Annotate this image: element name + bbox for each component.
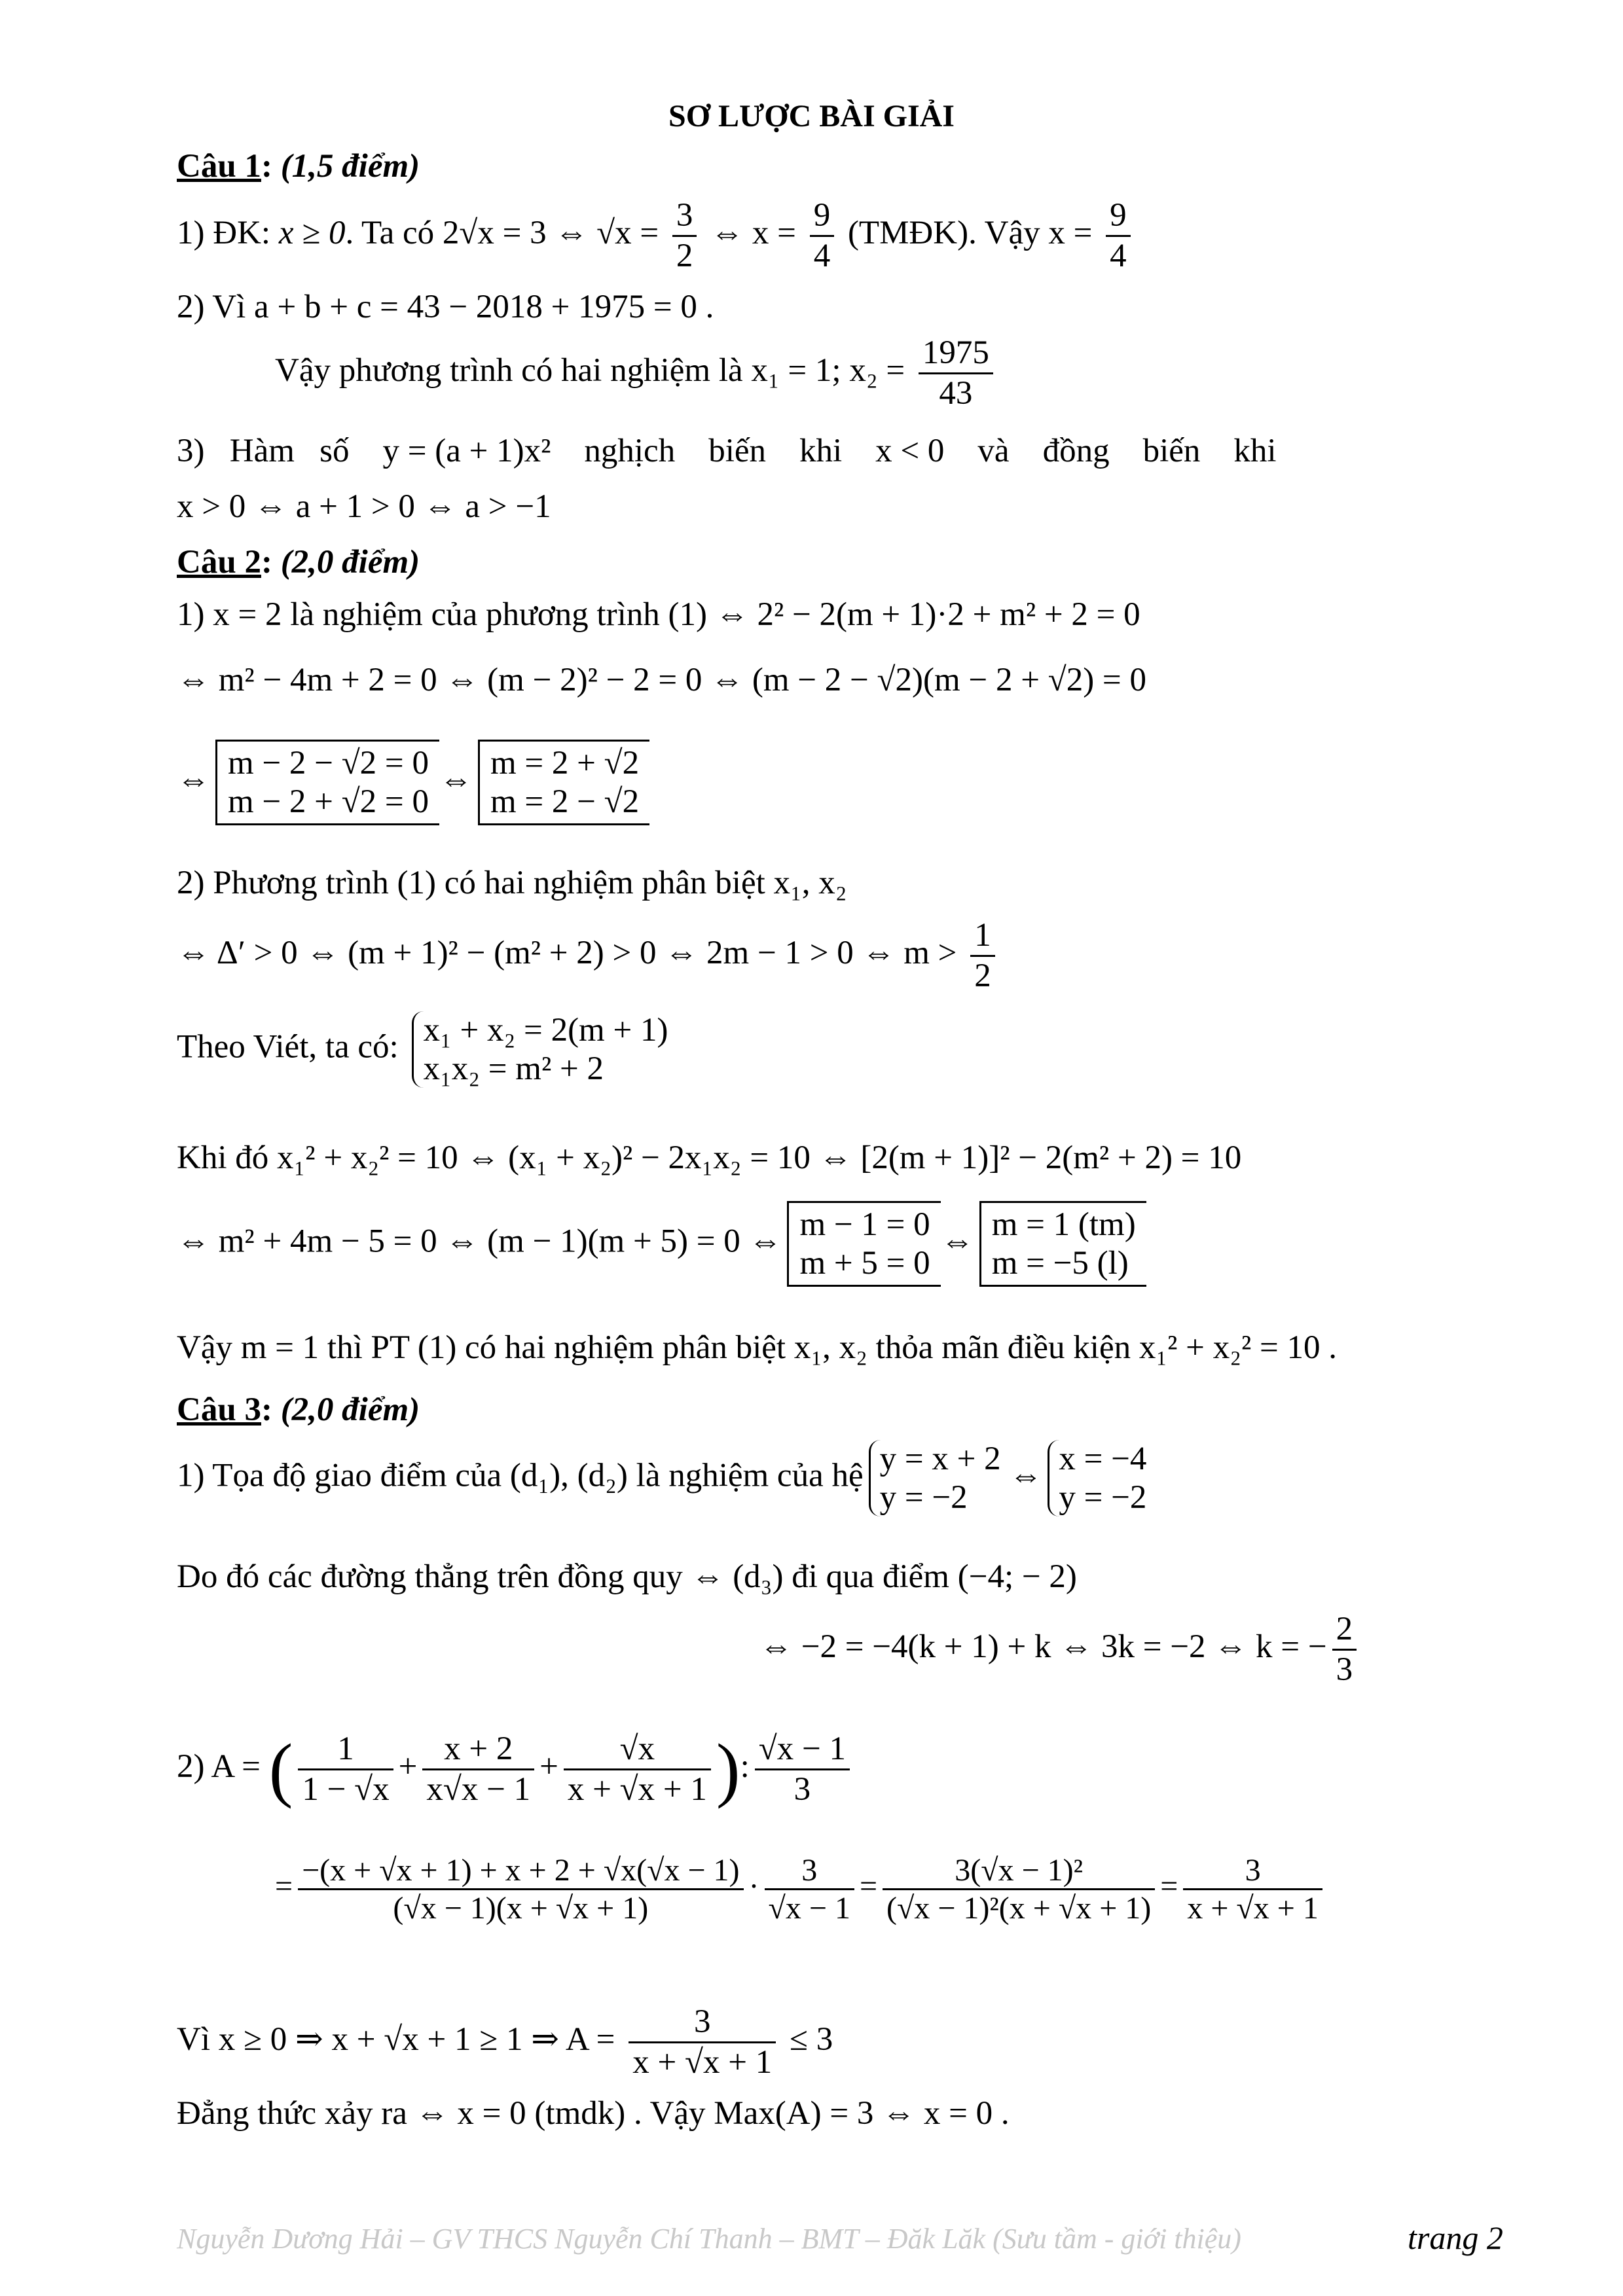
q1-l1-text-e: (TMĐK). Vậy x = [839, 214, 1101, 251]
q3-l5-frac-4 [1183, 1852, 1322, 1926]
q1-line-2: 2) Vì a + b + c = 43 − 2018 + 1975 = 0 . [177, 289, 714, 325]
q1-line-5: x > 0 ⇔ a + 1 > 0 ⇔ a > −1 [177, 488, 551, 525]
q2-l8-equiv: ⇔ [940, 1223, 974, 1260]
q3-l5-f3-num: 3(√x − 1)² [883, 1852, 1155, 1890]
question-1-label: Câu 1 [177, 148, 261, 185]
q1-l1-text-c: . Ta có 2√x = 3 ⇔ √x = [345, 214, 667, 251]
q3-l5-f2-num: 3 [765, 1852, 854, 1890]
q1-frac2-den: 4 [813, 237, 831, 274]
q1-l3-frac-den: 43 [939, 374, 973, 412]
q3-line-2: Do đó các đường thẳng trên đồng quy ⇔ (d₃) đi qua điểm (−4; − 2) [177, 1558, 1077, 1595]
page-title: SƠ LƯỢC BÀI GIẢI [668, 99, 955, 134]
q3-l5-f1-den: (√x − 1)(x + √x + 1) [393, 1891, 649, 1926]
q2-line-8 [177, 1201, 1146, 1287]
q2-l8-b1-row2: m + 5 = 0 [799, 1244, 930, 1282]
q2-line-3 [177, 740, 649, 825]
q3-sys1-row2: y = −2 [879, 1479, 968, 1516]
q1-l3-frac-num: 1975 [919, 334, 993, 374]
footer-credit: Nguyễn Dương Hải – GV THCS Nguyễn Chí Thanh – BMT – Đăk Lăk (Sưu tầm - giới thiệu) [177, 2223, 1241, 2255]
q1-frac1-num: 3 [672, 196, 697, 237]
q3-l3-frac-num: 2 [1332, 1610, 1357, 1651]
q3-l5-frac-3 [883, 1852, 1155, 1926]
question-2-points: (2,0 điểm) [280, 544, 420, 581]
q1-line-3 [275, 334, 998, 412]
q3-l5-f4-num: 3 [1183, 1852, 1322, 1890]
q3-l5-f3-den: (√x − 1)²(x + √x + 1) [886, 1891, 1152, 1926]
q2-l8-b1-row1: m − 1 = 0 [799, 1206, 930, 1243]
q2-line-4: 2) Phương trình (1) có hai nghiệm phân biệt x₁, x₂ [177, 865, 847, 901]
q1-line-1 [177, 196, 1136, 275]
q2-line-9: Vậy m = 1 thì PT (1) có hai nghiệm phân biệt x₁, x₂ thỏa mãn điều kiện x₁² + x₂² = 10 . [177, 1329, 1338, 1366]
q2-l6-text: Theo Viét, ta có: [177, 1028, 407, 1066]
q3-l6-frac [629, 2003, 776, 2081]
page-number: trang 2 [1408, 2219, 1503, 2256]
question-1-points: (1,5 điểm) [280, 148, 420, 185]
q2-l3-bracket-1 [215, 740, 439, 825]
question-3-points: (2,0 điểm) [280, 1391, 420, 1428]
question-3-label: Câu 3 [177, 1391, 261, 1428]
q3-l1-text: 1) Tọa độ giao điểm của (d₁), (d₂) là nghiệm của hệ [177, 1457, 864, 1494]
q1-line-4: 3) Hàm số y = (a + 1)x² nghịch biến khi x < 0 và đồng biến khi [177, 433, 1277, 469]
q1-frac-3-2 [672, 196, 697, 275]
q3-line-4: 2) A = ( $\frac{1}{1 - √x}$ + $\frac{x + 2}{x√x - 1}$ + $\frac{√x}{x + √x + 1}$ ): $\frac{√x - 1}{3}$ [177, 1728, 855, 1811]
q1-l1-text-d: ⇔ x = [702, 214, 805, 251]
q3-l3-frac-den: 3 [1336, 1651, 1353, 1688]
q3-l5-f1-num: −(x + √x + 1) + x + 2 + √x(√x − 1) [298, 1852, 743, 1890]
q2-line-5 [177, 916, 1000, 995]
q2-frac-1-2 [970, 916, 995, 995]
q3-l6-frac-num: 3 [629, 2003, 776, 2043]
q3-l5-f2-den: √x − 1 [768, 1891, 850, 1926]
q1-frac3-num: 9 [1106, 196, 1131, 237]
q2-viet-system [412, 1011, 668, 1088]
q3-l4-f4-den: 3 [793, 1770, 811, 1808]
q3-system-1 [869, 1440, 1001, 1516]
q2-l8-b2-row2: m = −5 (l) [991, 1244, 1129, 1282]
q3-l5-frac-2 [765, 1852, 854, 1926]
q3-l4-f3-num: √x [564, 1730, 711, 1770]
q2-l3-b1-row2: m − 2 + √2 = 0 [228, 783, 429, 820]
q2-l3-b1-row1: m − 2 − √2 = 0 [228, 745, 429, 781]
q2-line-6 [177, 1011, 668, 1088]
q2-line-2: ⇔ m² − 4m + 2 = 0 ⇔ (m − 2)² − 2 = 0 ⇔ (m − 2 − √2)(m − 2 + √2) = 0 [177, 662, 1146, 698]
q2-l3-equiv-1: ⇔ [177, 761, 210, 798]
q1-l1-text-b: x ≥ 0 [278, 214, 346, 251]
q3-line-5: = $\frac{-(x + √x + 1) + x + 2 + √x(√x - 1)}{(√x - 1)(x + √x + 1)}$ · $\frac{3}{√x - 1}$ = $\frac{\text{3(√x − 1)²}}{\text{(√x − 1)²(x + √x + 1)}}$ = $\frac{3}{x + √x + 1}$ [275, 1852, 1328, 1926]
q2-viet-row2: x₁x₂ = m² + 2 [423, 1050, 604, 1087]
q2-l8-bracket-2 [979, 1201, 1146, 1287]
q3-l4-text: 2) A = [177, 1748, 269, 1785]
q3-line-1 [177, 1440, 1146, 1516]
q2-l3-b2-row1: m = 2 + √2 [490, 745, 640, 781]
q3-l4-f2-num: x + 2 [422, 1730, 534, 1770]
q3-line-7: Đẳng thức xảy ra ⇔ x = 0 (tmdk) . Vậy Max(A) = 3 ⇔ x = 0 . [177, 2095, 1010, 2132]
q3-l4-close-paren: ) [716, 1729, 740, 1809]
q3-sys2-row1: x = −4 [1059, 1441, 1147, 1477]
q2-l5-frac-num: 1 [970, 916, 995, 957]
q3-l4-frac-1 [298, 1730, 393, 1808]
q1-frac-9-4-b [1106, 196, 1131, 275]
q2-l8-text: ⇔ m² + 4m − 5 = 0 ⇔ (m − 1)(m + 5) = 0 ⇔ [177, 1223, 782, 1260]
q1-frac3-den: 4 [1110, 237, 1127, 274]
q2-l3-bracket-2 [478, 740, 649, 825]
q3-l4-f3-den: x + √x + 1 [567, 1770, 707, 1808]
q3-l4-open-paren: ( [268, 1729, 293, 1809]
q1-l1-text-a: 1) ĐK: [177, 214, 279, 251]
q3-sys2-row2: y = −2 [1059, 1479, 1147, 1516]
q1-frac-9-4-a [810, 196, 835, 275]
q3-l4-frac-3 [564, 1730, 711, 1808]
q1-frac2-num: 9 [810, 196, 835, 237]
q1-l3-text: Vậy phương trình có hai nghiệm là x₁ = 1; x₂ = [275, 351, 913, 389]
q3-l4-f4-num: √x − 1 [755, 1730, 850, 1770]
q3-l6-text-a: Vì x ≥ 0 ⇒ x + √x + 1 ≥ 1 ⇒ A = [177, 2020, 624, 2058]
q3-system-2 [1048, 1440, 1146, 1516]
q2-l8-b2-row1: m = 1 (tm) [991, 1206, 1136, 1243]
q3-l4-frac-2 [422, 1730, 534, 1808]
q3-line-6 [177, 2003, 833, 2081]
q3-l1-equiv: ⇔ [1009, 1457, 1043, 1494]
q3-l3-text: ⇔ −2 = −4(k + 1) + k ⇔ 3k = −2 ⇔ k = − [759, 1628, 1327, 1665]
q2-l3-b2-row2: m = 2 − √2 [490, 783, 640, 820]
q3-line-3 [759, 1610, 1362, 1689]
question-3-heading: Câu 3: (2,0 điểm) [177, 1391, 420, 1428]
q2-l5-text: ⇔ Δ′ > 0 ⇔ (m + 1)² − (m² + 2) > 0 ⇔ 2m − 1 > 0 ⇔ m > [177, 934, 966, 971]
q3-l4-f2-den: x√x − 1 [426, 1770, 531, 1808]
q3-l4-frac-4 [755, 1730, 850, 1808]
q2-l3-equiv-2: ⇔ [439, 761, 473, 798]
question-2-label: Câu 2 [177, 544, 261, 581]
question-1-heading: Câu 1: (1,5 điểm) [177, 148, 420, 185]
question-2-heading: Câu 2: (2,0 điểm) [177, 544, 420, 581]
q3-l6-frac-den: x + √x + 1 [632, 2043, 773, 2081]
q3-frac-2-3 [1332, 1610, 1357, 1689]
q3-l5-f4-den: x + √x + 1 [1187, 1891, 1319, 1926]
q2-line-1: 1) x = 2 là nghiệm của phương trình (1) ⇔ 2² − 2(m + 1)·2 + m² + 2 = 0 [177, 596, 1140, 633]
q2-line-7: Khi đó x₁² + x₂² = 10 ⇔ (x₁ + x₂)² − 2x₁x₂ = 10 ⇔ [2(m + 1)]² − 2(m² + 2) = 10 [177, 1139, 1242, 1176]
q3-l4-f1-den: 1 − √x [302, 1770, 390, 1808]
q3-l4-f1-num: 1 [298, 1730, 393, 1770]
q1-frac-1975-43 [919, 334, 993, 412]
q3-l6-text-b: ≤ 3 [781, 2020, 833, 2058]
q2-l8-bracket-1 [787, 1201, 940, 1287]
q3-l5-frac-1 [298, 1852, 743, 1926]
q2-viet-row1: x₁ + x₂ = 2(m + 1) [423, 1012, 668, 1049]
q1-frac1-den: 2 [676, 237, 693, 274]
q3-sys1-row1: y = x + 2 [879, 1441, 1001, 1477]
q2-l5-frac-den: 2 [974, 957, 991, 994]
